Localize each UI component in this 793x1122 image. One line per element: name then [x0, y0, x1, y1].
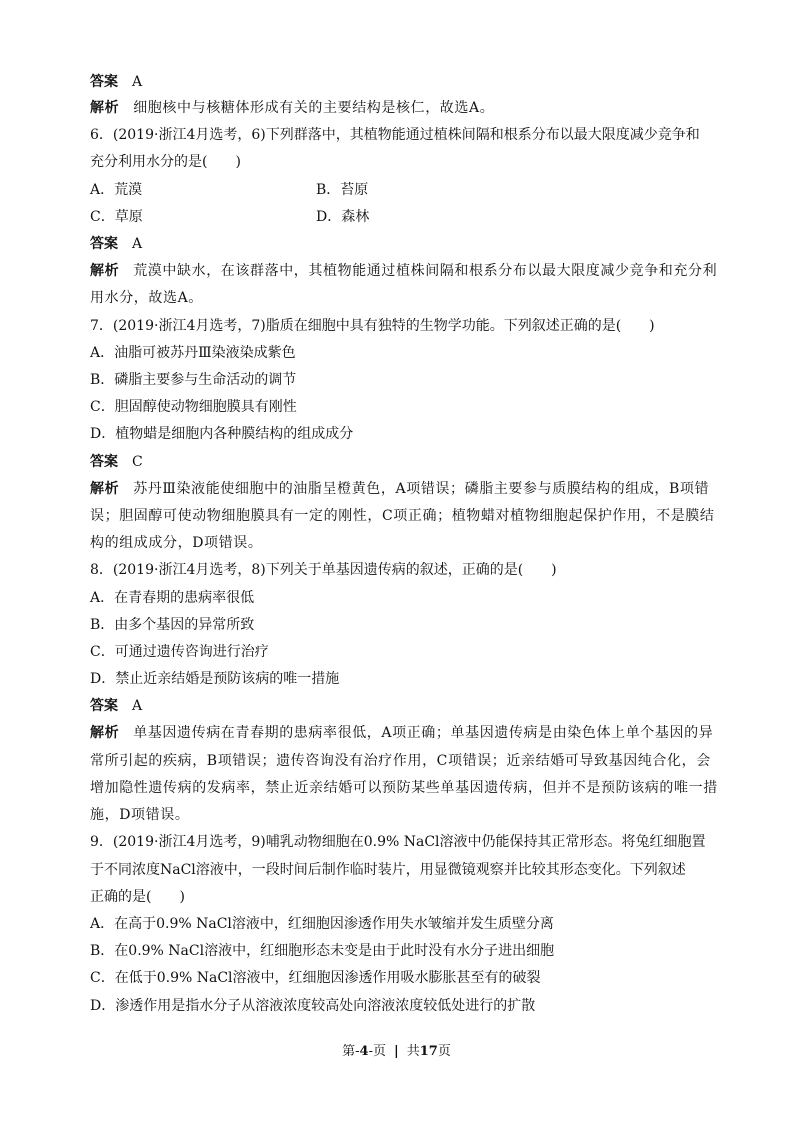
q8-stem-line: 8．(2019·浙江4月选考，8)下列关于单基因遗传病的叙述，正确的是( ) [90, 562, 557, 578]
q8-option-d: D．禁止近亲结婚是预防该病的唯一措施 [90, 671, 340, 687]
explanation-text: 单基因遗传病在青春期的患病率很低，A项正确；单基因遗传病是由染色体上单个基因的异 [133, 725, 714, 741]
explanation-text: 荒漠中缺水，在该群落中，其植物能通过植株间隔和根系分布以最大限度减少竞争和充分利 [133, 263, 718, 279]
q9-option-a: A．在高于0.9% NaCl溶液中，红细胞因渗透作用失水皱缩并发生质壁分离 [90, 916, 554, 932]
q8-explanation-cont: 增加隐性遗传病的发病率，禁止近亲结婚可以预防某些单基因遗传病，但并不是预防该病的唯一措 [90, 780, 718, 796]
page-suffix: 页 [373, 1044, 387, 1059]
q7-option-b: B．磷脂主要参与生命活动的调节 [90, 372, 297, 388]
q7-explanation-cont: 构的组成成分，D项错误。 [90, 535, 263, 551]
q6-stem-line: 充分利用水分的是( ) [90, 154, 241, 170]
q7-explanation [90, 479, 709, 499]
q9-stem-line: 9．(2019·浙江4月选考，9)哺乳动物细胞在0.9% NaCl溶液中仍能保持其正常形态。将兔红细胞置 [90, 834, 706, 850]
answer-label: 答案 [90, 74, 118, 90]
q9-option-c: C．在低于0.9% NaCl溶液中，红细胞因渗透作用吸水膨胀甚至有的破裂 [90, 970, 541, 986]
explanation-label: 解析 [90, 725, 120, 741]
q8-answer [90, 696, 142, 716]
explanation-text: 苏丹Ⅲ染液能使细胞中的油脂呈橙黄色，A项错误；磷脂主要参与质膜结构的组成，B项错 [133, 481, 710, 497]
q5-answer [90, 72, 142, 92]
q8-explanation [90, 723, 713, 743]
page-number: 4 [359, 1044, 369, 1059]
explanation-label: 解析 [90, 100, 120, 116]
q7-option-a: A．油脂可被苏丹Ⅲ染液染成紫色 [90, 345, 296, 361]
q8-explanation-cont: 施，D项错误。 [90, 807, 190, 823]
answer-label: 答案 [90, 236, 118, 252]
q6-option-a: A．荒漠 [90, 182, 143, 198]
answer-value: A [132, 236, 143, 252]
explanation-label: 解析 [90, 263, 120, 279]
q9-option-b: B．在0.9% NaCl溶液中，红细胞形态未变是由于此时没有水分子进出细胞 [90, 943, 555, 959]
page-footer [0, 1040, 793, 1059]
answer-value: A [132, 74, 143, 90]
q7-stem-line: 7．(2019·浙江4月选考，7)脂质在细胞中具有独特的生物学功能。下列叙述正确的是( ) [90, 318, 655, 334]
q6-answer [90, 234, 142, 254]
answer-label: 答案 [90, 454, 118, 470]
q9-stem-line: 于不同浓度NaCl溶液中，一段时间后制作临时装片，用显微镜观察并比较其形态变化。下列叙述 [90, 862, 686, 878]
q5-explanation [90, 98, 494, 118]
q8-explanation-cont: 常所引起的疾病，B项错误；遗传咨询没有治疗作用，C项错误；近亲结婚可导致基因纯合化，会 [90, 753, 711, 769]
total-prefix: 共 [406, 1044, 420, 1059]
q6-explanation [90, 261, 717, 281]
q6-option-c: C．草原 [90, 209, 143, 225]
q6-explanation-cont: 用水分，故选A。 [90, 290, 203, 306]
page-sep: - [368, 1044, 373, 1059]
q8-option-c: C．可通过遗传咨询进行治疗 [90, 644, 269, 660]
answer-value: C [132, 454, 143, 470]
q8-option-b: B．由多个基因的异常所致 [90, 617, 255, 633]
explanation-text: 细胞核中与核糖体形成有关的主要结构是核仁，故选A。 [133, 100, 495, 116]
q7-option-d: D．植物蜡是细胞内各种膜结构的组成成分 [90, 426, 354, 442]
total-pages: 17 [419, 1044, 438, 1059]
explanation-label: 解析 [90, 481, 120, 497]
q7-option-c: C．胆固醇使动物细胞膜具有刚性 [90, 399, 297, 415]
answer-value: A [132, 698, 143, 714]
q8-option-a: A．在青春期的患病率很低 [90, 590, 255, 606]
q6-option-b: B．苔原 [316, 182, 369, 198]
page-prefix: 第 [342, 1044, 356, 1059]
q9-stem-line: 正确的是( ) [90, 889, 185, 905]
q9-option-d: D．渗透作用是指水分子从溶液浓度较高处向溶液浓度较低处进行的扩散 [90, 998, 536, 1014]
footer-divider: | [394, 1044, 399, 1059]
q7-answer [90, 452, 143, 472]
q6-option-d: D．森林 [316, 209, 370, 225]
q7-explanation-cont: 误；胆固醇可使动物细胞膜具有一定的刚性，C项正确；植物蜡对植物细胞起保护作用，不是膜结 [90, 508, 715, 524]
page-sep: - [355, 1044, 360, 1059]
q6-stem-line: 6．(2019·浙江4月选考，6)下列群落中，其植物能通过植株间隔和根系分布以最大限度减少竞争和 [90, 127, 700, 143]
total-suffix: 页 [437, 1044, 451, 1059]
answer-label: 答案 [90, 698, 118, 714]
